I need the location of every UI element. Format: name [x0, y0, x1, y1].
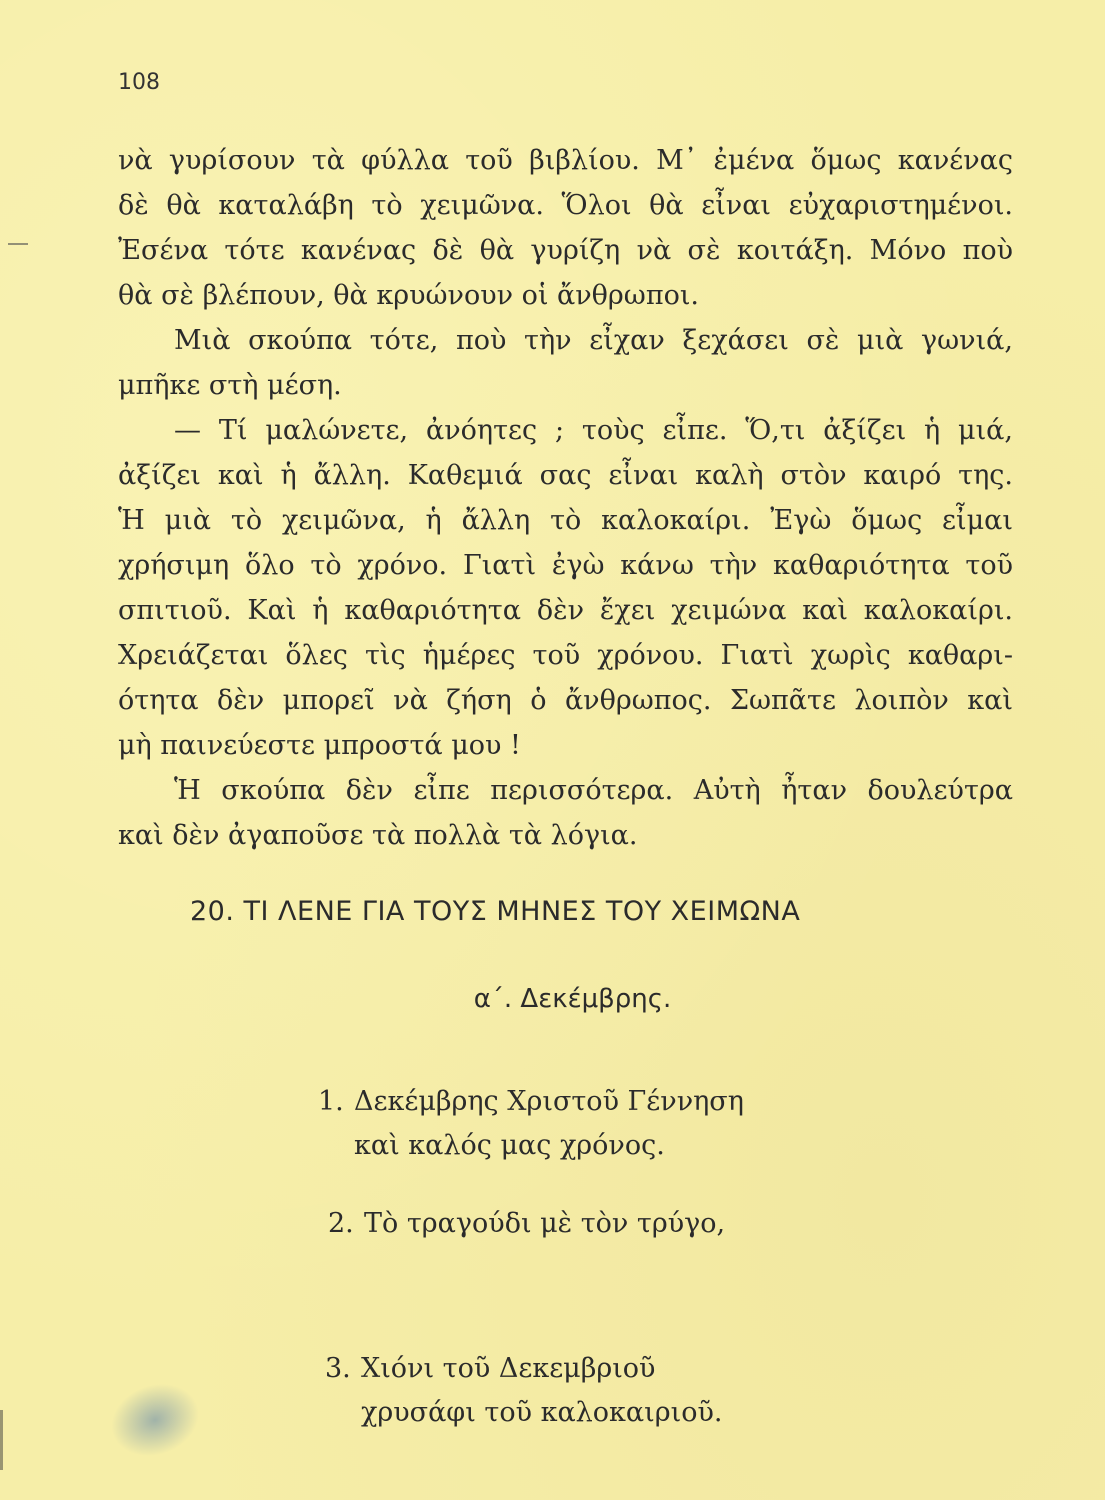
body-text: [118, 138, 1013, 858]
paragraph-2: [118, 318, 1013, 408]
section-title: 20. ΤΙ ΛΕΝΕ ΓΙΑ ΤΟΥΣ ΜΗΝΕΣ ΤΟΥ ΧΕΙΜΩΝΑ: [190, 896, 801, 927]
proverb-1: [318, 1080, 744, 1168]
margin-dash-mark: [8, 243, 28, 245]
paragraph-4: [118, 768, 1013, 858]
proverb-2: [328, 1202, 725, 1246]
proverb-number: 2.: [328, 1208, 354, 1239]
proverb-line: Τὸ τραγούδι μὲ τὸν τρύγο,: [364, 1208, 726, 1239]
proverb-number: 3.: [325, 1353, 351, 1384]
proverb-line: Χιόνι τοῦ Δεκεμβριοῦ: [361, 1353, 656, 1384]
proverb-line: Δεκέμβρης Χριστοῦ Γέννηση: [354, 1086, 744, 1117]
text-line: νὰ γυρίσουν τὰ φύλλα τοῦ βιβλίου. Μ᾿ ἐμένα ὅμως κανένας: [118, 145, 1013, 176]
proverb-line: χρυσάφι τοῦ καλοκαιριοῦ.: [361, 1397, 723, 1428]
page-edge-mark: [0, 1410, 17, 1470]
proverb-line: καὶ καλός μας χρόνος.: [354, 1130, 665, 1161]
ink-stain: [101, 1372, 210, 1469]
paragraph-1: [118, 138, 1013, 318]
proverb-3: [325, 1347, 722, 1435]
text-line: χρήσιμη ὅλο τὸ χρόνο. Γιατὶ ἐγὼ κάνω τὴν καθαριότητα τοῦ: [118, 550, 1013, 581]
text-line: Χρειάζεται ὅλες τὶς ἡμέρες τοῦ χρόνου. Γιατὶ χωρὶς καθαρι-: [118, 640, 1013, 671]
page-number: 108: [118, 70, 160, 95]
text-line: Ἐσένα τότε κανένας δὲ θὰ γυρίζη νὰ σὲ κοιτάξη. Μόνο ποὺ: [118, 235, 1013, 266]
text-line: ότητα δὲν μπορεῖ νὰ ζήση ὁ ἄνθρωπος. Σωπᾶτε λοιπὸν καὶ: [118, 685, 1013, 716]
text-line: θὰ σὲ βλέπουν, θὰ κρυώνουν οἱ ἄνθρωποι.: [118, 280, 699, 311]
text-line: Μιὰ σκούπα τότε, ποὺ τὴν εἶχαν ξεχάσει σὲ μιὰ γωνιά,: [174, 325, 1013, 356]
text-line: καὶ δὲν ἀγαποῦσε τὰ πολλὰ τὰ λόγια.: [118, 820, 638, 851]
paragraph-3: [118, 408, 1013, 768]
proverb-number: 1.: [318, 1086, 344, 1117]
text-line: σπιτιοῦ. Καὶ ἡ καθαριότητα δὲν ἔχει χειμώνα καὶ καλοκαίρι.: [118, 595, 1013, 626]
text-line: δὲ θὰ καταλάβη τὸ χειμῶνα. Ὅλοι θὰ εἶναι εὐχαριστημένοι.: [118, 190, 1013, 221]
text-line: μπῆκε στὴ μέση.: [118, 370, 342, 401]
text-line: μὴ παινεύεστε μπροστά μου !: [118, 730, 521, 761]
text-line: Ἡ σκούπα δὲν εἶπε περισσότερα. Αὐτὴ ἦταν δουλεύτρα: [174, 775, 1013, 806]
subsection-title: α΄. Δεκέμβρης.: [473, 984, 672, 1014]
text-line: ἀξίζει καὶ ἡ ἄλλη. Καθεμιά σας εἶναι καλὴ στὸν καιρό της.: [118, 460, 1013, 491]
text-line: Ἡ μιὰ τὸ χειμῶνα, ἡ ἄλλη τὸ καλοκαίρι. Ἐγὼ ὅμως εἶμαι: [118, 505, 1013, 536]
text-line: — Τί μαλώνετε, ἀνόητες ; τοὺς εἶπε. Ὅ,τι ἀξίζει ἡ μιά,: [174, 415, 1013, 446]
